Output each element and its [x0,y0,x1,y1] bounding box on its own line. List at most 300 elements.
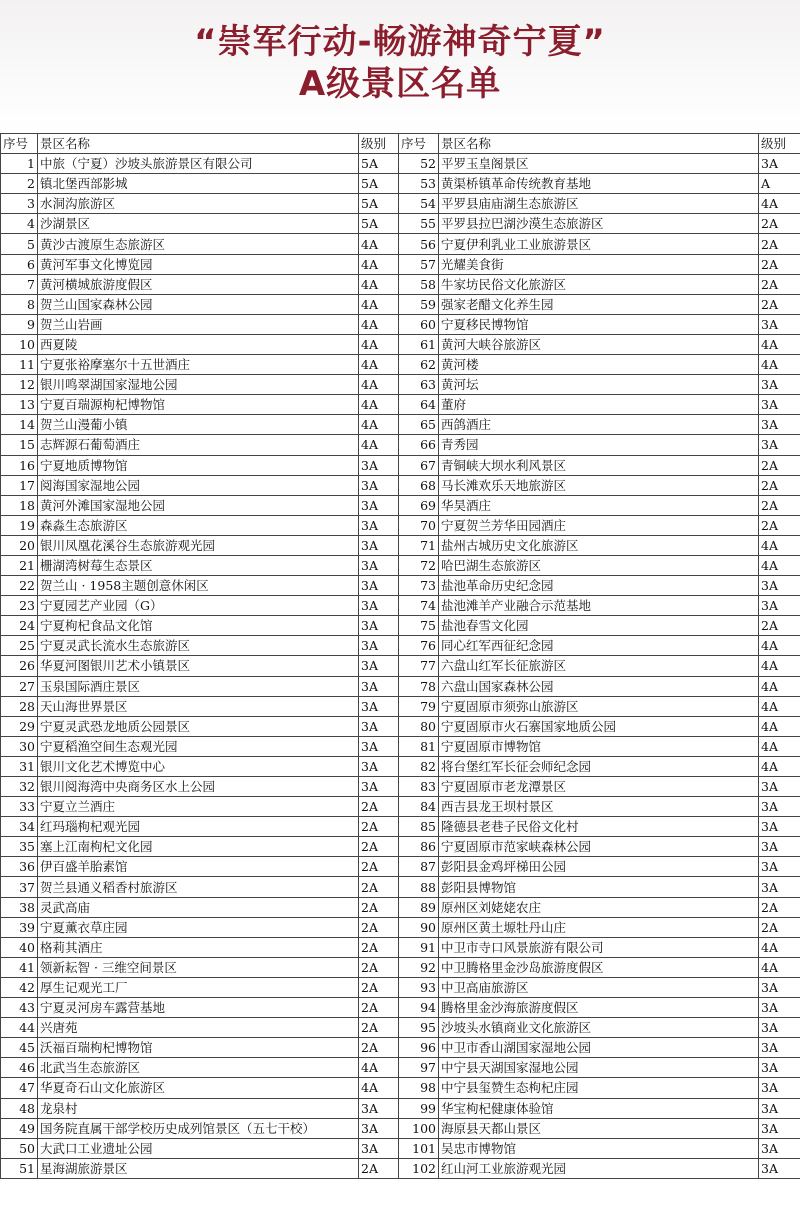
row-no: 97 [399,1058,439,1078]
area-level: 4A [759,555,800,575]
row-no: 69 [399,495,439,515]
table-row [1,616,800,636]
area-name: 原州区黄土塬牡丹山庄 [439,917,759,937]
row-no: 102 [399,1158,439,1178]
row-no: 91 [399,937,439,957]
row-no: 58 [399,274,439,294]
table-row [1,535,800,555]
area-name: 镇北堡西部影城 [38,174,359,194]
area-name: 平罗县拉巴湖沙漠生态旅游区 [439,214,759,234]
area-level: 3A [359,495,399,515]
area-name: 六盘山国家森林公园 [439,676,759,696]
row-no: 26 [1,656,38,676]
area-level: 2A [759,515,800,535]
row-no: 80 [399,716,439,736]
area-level: 3A [759,375,800,395]
area-level: 2A [359,877,399,897]
area-level: 3A [759,596,800,616]
row-no: 42 [1,977,38,997]
row-no: 16 [1,455,38,475]
area-name: 沃福百瑞枸杞博物馆 [38,1038,359,1058]
row-no: 14 [1,415,38,435]
area-level: 3A [759,415,800,435]
area-level: A [759,174,800,194]
header-name-right: 景区名称 [439,134,759,154]
area-name: 盐池春雪文化园 [439,616,759,636]
area-name: 宁夏固原市须弥山旅游区 [439,696,759,716]
area-level: 2A [359,977,399,997]
area-name: 宁夏灵武恐龙地质公园景区 [38,716,359,736]
table-row [1,676,800,696]
area-level: 3A [759,1118,800,1138]
row-no: 96 [399,1038,439,1058]
table-row [1,696,800,716]
table-row [1,254,800,274]
area-level: 2A [359,957,399,977]
area-level: 3A [759,1058,800,1078]
area-level: 3A [359,455,399,475]
area-level: 4A [759,957,800,977]
area-name: 黄河楼 [439,355,759,375]
row-no: 82 [399,756,439,776]
area-name: 大武口工业遗址公园 [38,1138,359,1158]
area-name: 兴唐苑 [38,1018,359,1038]
row-no: 39 [1,917,38,937]
area-level: 4A [759,656,800,676]
row-no: 47 [1,1078,38,1098]
table-row [1,1018,800,1038]
table-row [1,576,800,596]
row-no: 100 [399,1118,439,1138]
row-no: 67 [399,455,439,475]
area-level: 3A [759,1158,800,1178]
area-name: 贺兰山漫葡小镇 [38,415,359,435]
row-no: 35 [1,837,38,857]
table-row [1,756,800,776]
area-level: 3A [359,756,399,776]
area-level: 3A [759,1018,800,1038]
table-row [1,355,800,375]
area-name: 伊百盛羊胎素馆 [38,857,359,877]
area-level: 4A [359,334,399,354]
row-no: 60 [399,314,439,334]
area-name: 中卫腾格里金沙岛旅游度假区 [439,957,759,977]
scenic-area-table [0,133,800,1179]
area-level: 3A [359,1138,399,1158]
area-level: 2A [759,294,800,314]
row-no: 84 [399,797,439,817]
row-no: 49 [1,1118,38,1138]
row-no: 64 [399,395,439,415]
area-name: 贺兰山国家森林公园 [38,294,359,314]
area-level: 2A [359,857,399,877]
row-no: 10 [1,334,38,354]
row-no: 79 [399,696,439,716]
table-row [1,395,800,415]
row-no: 78 [399,676,439,696]
area-level: 2A [759,214,800,234]
row-no: 4 [1,214,38,234]
area-name: 志辉源石葡萄酒庄 [38,435,359,455]
area-level: 3A [359,616,399,636]
area-level: 2A [759,254,800,274]
area-name: 黄河外滩国家湿地公园 [38,495,359,515]
table-row [1,194,800,214]
row-no: 20 [1,535,38,555]
area-level: 3A [359,1098,399,1118]
row-no: 46 [1,1058,38,1078]
area-level: 3A [759,576,800,596]
area-name: 红玛瑙枸杞观光园 [38,817,359,837]
area-level: 3A [359,777,399,797]
area-level: 4A [359,355,399,375]
area-level: 2A [759,234,800,254]
area-level: 2A [759,475,800,495]
area-level: 3A [359,475,399,495]
table-row [1,736,800,756]
row-no: 22 [1,576,38,596]
area-name: 森淼生态旅游区 [38,515,359,535]
area-level: 2A [359,897,399,917]
row-no: 38 [1,897,38,917]
area-level: 2A [359,837,399,857]
area-level: 3A [359,1118,399,1138]
area-name: 海原县天都山景区 [439,1118,759,1138]
area-level: 3A [759,837,800,857]
area-name: 沙坡头水镇商业文化旅游区 [439,1018,759,1038]
row-no: 29 [1,716,38,736]
table-row [1,334,800,354]
table-row [1,1138,800,1158]
area-name: 银川阅海湾中央商务区水上公园 [38,777,359,797]
area-level: 5A [359,194,399,214]
table-row [1,656,800,676]
area-name: 宁夏固原市老龙潭景区 [439,777,759,797]
area-level: 2A [759,274,800,294]
header-level-left: 级别 [359,134,399,154]
row-no: 85 [399,817,439,837]
area-level: 4A [759,756,800,776]
area-name: 黄河大峡谷旅游区 [439,334,759,354]
area-level: 3A [359,636,399,656]
table-row [1,1078,800,1098]
area-level: 4A [359,395,399,415]
area-level: 4A [759,676,800,696]
row-no: 6 [1,254,38,274]
row-no: 19 [1,515,38,535]
area-name: 宁夏固原市范家峡森林公园 [439,837,759,857]
table-row [1,314,800,334]
area-name: 强家老醋文化养生园 [439,294,759,314]
area-name: 华夏河图银川艺术小镇景区 [38,656,359,676]
row-no: 51 [1,1158,38,1178]
area-level: 3A [759,977,800,997]
area-level: 4A [759,355,800,375]
area-level: 3A [759,1078,800,1098]
area-level: 3A [759,877,800,897]
row-no: 23 [1,596,38,616]
row-no: 76 [399,636,439,656]
page-title: “崇军行动-畅游神奇宁夏” [194,22,606,62]
row-no: 43 [1,998,38,1018]
row-no: 15 [1,435,38,455]
area-level: 3A [359,515,399,535]
area-name: 青铜峡大坝水利风景区 [439,455,759,475]
area-level: 4A [759,535,800,555]
area-level: 5A [359,214,399,234]
area-name: 宁夏园艺产业园（G） [38,596,359,616]
row-no: 3 [1,194,38,214]
row-no: 93 [399,977,439,997]
area-name: 哈巴湖生态旅游区 [439,555,759,575]
row-no: 31 [1,756,38,776]
row-no: 18 [1,495,38,515]
table-row [1,154,800,174]
area-level: 3A [759,314,800,334]
area-name: 黄河军事文化博览园 [38,254,359,274]
area-level: 4A [759,937,800,957]
area-name: 天山海世界景区 [38,696,359,716]
row-no: 94 [399,998,439,1018]
header-name-left: 景区名称 [38,134,359,154]
table-row [1,475,800,495]
area-level: 4A [759,736,800,756]
row-no: 1 [1,154,38,174]
area-name: 黄渠桥镇革命传统教育基地 [439,174,759,194]
row-no: 86 [399,837,439,857]
area-name: 六盘山红军长征旅游区 [439,656,759,676]
table-row [1,1038,800,1058]
area-level: 4A [759,334,800,354]
row-no: 56 [399,234,439,254]
area-level: 2A [359,817,399,837]
row-no: 9 [1,314,38,334]
area-level: 2A [359,937,399,957]
row-no: 45 [1,1038,38,1058]
header-no-right: 序号 [399,134,439,154]
area-name: 宁夏地质博物馆 [38,455,359,475]
area-level: 2A [759,616,800,636]
row-no: 72 [399,555,439,575]
row-no: 41 [1,957,38,977]
row-no: 62 [399,355,439,375]
table-row [1,957,800,977]
area-name: 宁夏灵武长流水生态旅游区 [38,636,359,656]
row-no: 99 [399,1098,439,1118]
row-no: 17 [1,475,38,495]
table-row [1,214,800,234]
area-name: 中宁县天湖国家湿地公园 [439,1058,759,1078]
table-row [1,917,800,937]
table-row [1,1158,800,1178]
area-level: 2A [759,495,800,515]
row-no: 81 [399,736,439,756]
area-name: 中宁县玺赞生态枸杞庄园 [439,1078,759,1098]
row-no: 92 [399,957,439,977]
row-no: 74 [399,596,439,616]
row-no: 71 [399,535,439,555]
table-row [1,897,800,917]
area-level: 4A [759,194,800,214]
area-name: 沙湖景区 [38,214,359,234]
table-row [1,174,800,194]
area-name: 中旅（宁夏）沙坡头旅游景区有限公司 [38,154,359,174]
area-name: 塞上江南枸杞文化园 [38,837,359,857]
table-row [1,1098,800,1118]
area-level: 4A [359,294,399,314]
area-level: 3A [359,535,399,555]
table-row [1,797,800,817]
area-name: 马长滩欢乐天地旅游区 [439,475,759,495]
row-no: 25 [1,636,38,656]
row-no: 101 [399,1138,439,1158]
area-name: 宁夏百瑞源枸杞博物馆 [38,395,359,415]
area-level: 4A [359,415,399,435]
area-name: 宁夏移民博物馆 [439,314,759,334]
row-no: 95 [399,1018,439,1038]
row-no: 70 [399,515,439,535]
area-name: 龙泉村 [38,1098,359,1118]
area-name: 银川文化艺术博览中心 [38,756,359,776]
header-level-right: 级别 [759,134,800,154]
row-no: 73 [399,576,439,596]
area-level: 3A [759,395,800,415]
area-name: 宁夏稻渔空间生态观光园 [38,736,359,756]
area-level: 2A [359,1158,399,1178]
row-no: 54 [399,194,439,214]
area-level: 3A [759,797,800,817]
area-level: 3A [759,154,800,174]
area-name: 栅湖湾树莓生态景区 [38,555,359,575]
table-row [1,716,800,736]
area-name: 腾格里金沙海旅游度假区 [439,998,759,1018]
page-subtitle: A级景区名单 [298,64,502,104]
row-no: 55 [399,214,439,234]
area-name: 彭阳县博物馆 [439,877,759,897]
area-level: 5A [359,154,399,174]
row-no: 30 [1,736,38,756]
row-no: 40 [1,937,38,957]
area-name: 宁夏薰衣草庄园 [38,917,359,937]
row-no: 37 [1,877,38,897]
area-name: 黄河横城旅游度假区 [38,274,359,294]
table-row [1,495,800,515]
row-no: 34 [1,817,38,837]
area-name: 董府 [439,395,759,415]
header-no-left: 序号 [1,134,38,154]
table-row [1,937,800,957]
area-name: 黄河坛 [439,375,759,395]
area-name: 红山河工业旅游观光园 [439,1158,759,1178]
table-row [1,294,800,314]
area-level: 3A [359,555,399,575]
row-no: 52 [399,154,439,174]
area-level: 2A [759,897,800,917]
row-no: 65 [399,415,439,435]
row-no: 13 [1,395,38,415]
table-row [1,998,800,1018]
area-name: 华宝枸杞健康体验馆 [439,1098,759,1118]
area-name: 华昊酒庄 [439,495,759,515]
row-no: 24 [1,616,38,636]
area-level: 4A [359,234,399,254]
table-row [1,596,800,616]
area-name: 西吉县龙王坝村景区 [439,797,759,817]
area-name: 平罗县庙庙湖生态旅游区 [439,194,759,214]
table-row [1,555,800,575]
table-row [1,515,800,535]
area-name: 平罗玉皇阁景区 [439,154,759,174]
area-name: 隆德县老巷子民俗文化村 [439,817,759,837]
area-name: 阅海国家湿地公园 [38,475,359,495]
area-level: 4A [759,696,800,716]
area-name: 中卫高庙旅游区 [439,977,759,997]
area-name: 彭阳县金鸡坪梯田公园 [439,857,759,877]
table-row [1,857,800,877]
area-level: 3A [759,817,800,837]
table-row [1,1058,800,1078]
area-name: 宁夏固原市火石寨国家地质公园 [439,716,759,736]
area-name: 贺兰山岩画 [38,314,359,334]
area-level: 4A [359,1058,399,1078]
row-no: 11 [1,355,38,375]
area-name: 西鸽酒庄 [439,415,759,435]
area-name: 国务院直属干部学校历史成列馆景区（五七干校） [38,1118,359,1138]
row-no: 77 [399,656,439,676]
table-row [1,415,800,435]
area-level: 4A [359,375,399,395]
row-no: 89 [399,897,439,917]
table-row [1,877,800,897]
area-name: 宁夏张裕摩塞尔十五世酒庄 [38,355,359,375]
area-name: 银川鸣翠湖国家湿地公园 [38,375,359,395]
row-no: 28 [1,696,38,716]
table-row [1,837,800,857]
table-row [1,777,800,797]
row-no: 36 [1,857,38,877]
area-level: 2A [359,917,399,937]
area-name: 星海湖旅游景区 [38,1158,359,1178]
row-no: 53 [399,174,439,194]
row-no: 63 [399,375,439,395]
area-name: 格莉其酒庄 [38,937,359,957]
area-name: 盐池滩羊产业融合示范基地 [439,596,759,616]
row-no: 68 [399,475,439,495]
row-no: 83 [399,777,439,797]
area-name: 北武当生态旅游区 [38,1058,359,1078]
table-row [1,1118,800,1138]
area-level: 3A [359,656,399,676]
area-name: 银川凤凰花溪谷生态旅游观光园 [38,535,359,555]
table-row [1,274,800,294]
area-name: 宁夏伊利乳业工业旅游景区 [439,234,759,254]
area-level: 3A [759,777,800,797]
row-no: 50 [1,1138,38,1158]
row-no: 66 [399,435,439,455]
row-no: 87 [399,857,439,877]
area-level: 3A [759,435,800,455]
row-no: 33 [1,797,38,817]
table-row [1,435,800,455]
table-row [1,817,800,837]
area-name: 盐池革命历史纪念园 [439,576,759,596]
area-level: 2A [359,1038,399,1058]
area-name: 宁夏立兰酒庄 [38,797,359,817]
area-name: 贺兰县通义稻香村旅游区 [38,877,359,897]
row-no: 57 [399,254,439,274]
area-name: 玉泉国际酒庄景区 [38,676,359,696]
area-name: 中卫市香山湖国家湿地公园 [439,1038,759,1058]
